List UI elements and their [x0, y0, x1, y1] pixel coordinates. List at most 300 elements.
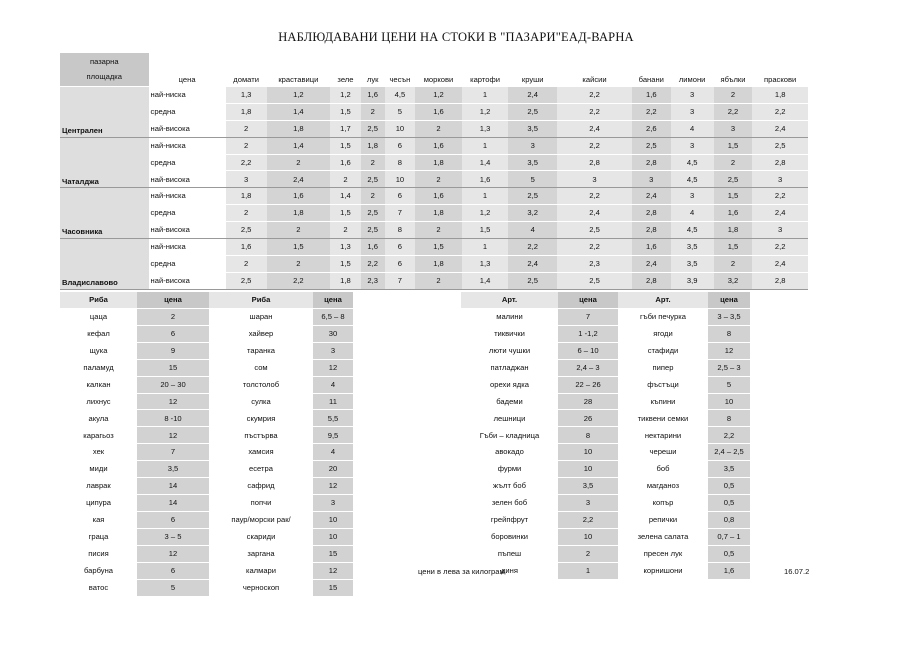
- fish-name: ватос: [60, 579, 137, 596]
- goods-price: 2,4 – 3: [558, 359, 618, 376]
- price-cell: 10: [385, 120, 416, 137]
- fish-price: 2: [137, 308, 209, 325]
- goods-price: 0,5: [708, 495, 750, 512]
- price-cell: 1,8: [752, 87, 808, 104]
- goods-row: [461, 308, 750, 325]
- fish-row: [60, 308, 353, 325]
- price-cell: 2,2: [226, 154, 267, 171]
- price-cell: 3,5: [671, 255, 714, 272]
- goods-price: 8: [558, 427, 618, 444]
- price-cell: 2,2: [557, 103, 632, 120]
- market-row: [60, 205, 808, 222]
- price-level: най-висока: [149, 171, 226, 188]
- price-cell: 1,5: [267, 239, 331, 256]
- price-cell: 3: [714, 120, 753, 137]
- report-date: 16.07.2: [784, 567, 810, 576]
- fish-name: паламуд: [60, 359, 137, 376]
- price-level: средна: [149, 154, 226, 171]
- fish-price: 10: [313, 511, 353, 528]
- price-cell: 2,5: [752, 137, 808, 154]
- price-cell: 3,9: [671, 272, 714, 289]
- price-cell: 3: [671, 87, 714, 104]
- goods-name: зелен боб: [461, 495, 558, 512]
- goods-name: репички: [618, 511, 708, 528]
- fish-name: калкан: [60, 376, 137, 393]
- fish-price: 8 -10: [137, 410, 209, 427]
- price-cell: 2,5: [361, 171, 385, 188]
- goods-price: 26: [558, 410, 618, 427]
- price-cell: 1,3: [462, 120, 509, 137]
- market-name: Чаталджа: [60, 137, 149, 188]
- goods-price: 1: [558, 562, 618, 579]
- goods-row: [461, 495, 750, 512]
- price-cell: 1,6: [415, 188, 462, 205]
- price-cell: 4,5: [671, 171, 714, 188]
- column-header: чесън: [385, 53, 416, 87]
- goods-row: [461, 410, 750, 427]
- price-cell: 4,5: [671, 222, 714, 239]
- price-cell: 3: [752, 171, 808, 188]
- price-cell: 2,2: [508, 239, 557, 256]
- price-cell: 6: [385, 239, 416, 256]
- price-cell: 1,5: [462, 222, 509, 239]
- fish-price: 6: [137, 562, 209, 579]
- price-cell: 1,3: [462, 255, 509, 272]
- price-cell: 2,8: [752, 272, 808, 289]
- goods-name: люти чушки: [461, 342, 558, 359]
- fish-name: барбуна: [60, 562, 137, 579]
- price-cell: 1,6: [462, 171, 509, 188]
- goods-name-header: Арт.: [618, 292, 708, 308]
- price-cell: 1,4: [267, 137, 331, 154]
- price-cell: 3: [508, 137, 557, 154]
- column-header: банани: [632, 53, 671, 87]
- price-cell: 2,5: [508, 188, 557, 205]
- price-cell: 2,4: [557, 120, 632, 137]
- price-cell: 2,2: [267, 272, 331, 289]
- fish-name: кефал: [60, 325, 137, 342]
- price-cell: 2,6: [632, 120, 671, 137]
- fish-name: щука: [60, 342, 137, 359]
- goods-name: патладжан: [461, 359, 558, 376]
- fish-name: пъстърва: [209, 427, 313, 444]
- fish-price: 15: [313, 579, 353, 596]
- price-cell: 1,5: [330, 137, 361, 154]
- fish-row: [60, 478, 353, 495]
- fish-price: 20: [313, 461, 353, 478]
- price-cell: 1: [462, 87, 509, 104]
- market-price-table: [60, 53, 808, 290]
- goods-price: 8: [708, 410, 750, 427]
- goods-price: 28: [558, 393, 618, 410]
- price-cell: 2: [361, 103, 385, 120]
- fish-row: [60, 359, 353, 376]
- price-cell: 2: [361, 154, 385, 171]
- price-cell: 1,6: [330, 154, 361, 171]
- price-level: най-висока: [149, 272, 226, 289]
- price-cell: 2,2: [632, 103, 671, 120]
- price-cell: 2,4: [508, 255, 557, 272]
- price-cell: 1,2: [267, 87, 331, 104]
- goods-price-header: цена: [558, 292, 618, 308]
- fish-row: [60, 444, 353, 461]
- goods-row: [461, 325, 750, 342]
- goods-name: гъби печурка: [618, 308, 708, 325]
- price-cell: 2: [226, 205, 267, 222]
- column-header: лук: [361, 53, 385, 87]
- price-cell: 1,7: [330, 120, 361, 137]
- goods-price: 12: [708, 342, 750, 359]
- price-cell: 7: [385, 272, 416, 289]
- market-row: [60, 222, 808, 239]
- price-cell: 1,3: [330, 239, 361, 256]
- fish-name: миди: [60, 461, 137, 478]
- price-cell: 1,8: [226, 188, 267, 205]
- goods-row: [461, 461, 750, 478]
- price-cell: 1,5: [714, 239, 753, 256]
- fish-name: карагьоз: [60, 427, 137, 444]
- fish-price: 11: [313, 393, 353, 410]
- goods-row: [461, 359, 750, 376]
- price-cell: 1,8: [415, 205, 462, 222]
- fish-price-table: [60, 292, 353, 597]
- price-cell: 1,4: [462, 154, 509, 171]
- price-cell: 2,5: [508, 103, 557, 120]
- price-cell: 2: [330, 171, 361, 188]
- goods-name: нектарини: [618, 427, 708, 444]
- goods-name: тиквени семки: [618, 410, 708, 427]
- price-cell: 2,4: [752, 120, 808, 137]
- fish-name: лаврак: [60, 478, 137, 495]
- fish-price: 14: [137, 495, 209, 512]
- price-cell: 1,8: [415, 154, 462, 171]
- goods-row: [461, 393, 750, 410]
- fish-price: 3: [313, 342, 353, 359]
- price-cell: 1,6: [361, 239, 385, 256]
- fish-row: [60, 410, 353, 427]
- price-cell: 2,5: [226, 222, 267, 239]
- price-cell: 6: [385, 137, 416, 154]
- fish-row: [60, 528, 353, 545]
- goods-name: пипер: [618, 359, 708, 376]
- fish-name: таранка: [209, 342, 313, 359]
- price-cell: 2,2: [752, 103, 808, 120]
- goods-price: 10: [558, 444, 618, 461]
- goods-price: 2,2: [708, 427, 750, 444]
- goods-price: 2,4 – 2,5: [708, 444, 750, 461]
- price-cell: 2,4: [508, 87, 557, 104]
- goods-price: 1,6: [708, 562, 750, 579]
- price-cell: 3,2: [714, 272, 753, 289]
- column-header: зеле: [330, 53, 361, 87]
- price-cell: 1,4: [462, 272, 509, 289]
- price-cell: 2: [330, 222, 361, 239]
- market-name: Владиславово: [60, 239, 149, 290]
- fish-name: черноскоп: [209, 579, 313, 596]
- price-cell: 1,8: [330, 272, 361, 289]
- price-cell: 1,8: [714, 222, 753, 239]
- goods-price: 10: [558, 528, 618, 545]
- price-cell: 1: [462, 137, 509, 154]
- price-cell: 3,5: [508, 154, 557, 171]
- price-cell: 2,5: [632, 137, 671, 154]
- goods-price: 6 – 10: [558, 342, 618, 359]
- area-header-line2: площадка: [86, 71, 122, 81]
- goods-name: ягоди: [618, 325, 708, 342]
- price-cell: 2,3: [557, 255, 632, 272]
- price-cell: 2,8: [632, 154, 671, 171]
- goods-price: 22 – 26: [558, 376, 618, 393]
- market-row: [60, 272, 808, 289]
- price-cell: 4,5: [671, 154, 714, 171]
- price-cell: 1,6: [267, 188, 331, 205]
- price-cell: 2,8: [632, 272, 671, 289]
- price-cell: 6: [385, 188, 416, 205]
- fish-name: сафрид: [209, 478, 313, 495]
- column-header: лимони: [671, 53, 714, 87]
- fish-price: 12: [137, 393, 209, 410]
- goods-name: къпини: [618, 393, 708, 410]
- goods-name: череши: [618, 444, 708, 461]
- fish-row: [60, 495, 353, 512]
- fish-price: 12: [137, 427, 209, 444]
- fish-name: хек: [60, 444, 137, 461]
- fish-name: калмари: [209, 562, 313, 579]
- price-cell: 1,2: [330, 87, 361, 104]
- goods-name: лешници: [461, 410, 558, 427]
- price-cell: 2: [267, 154, 331, 171]
- goods-price: 1 -1,2: [558, 325, 618, 342]
- market-row: [60, 154, 808, 171]
- goods-name: копър: [618, 495, 708, 512]
- fish-price: 5: [137, 579, 209, 596]
- fish-price: 7: [137, 444, 209, 461]
- fish-price-header: цена: [137, 292, 209, 308]
- price-cell: 2,2: [752, 188, 808, 205]
- price-cell: 3: [671, 137, 714, 154]
- fish-price: 6: [137, 511, 209, 528]
- price-cell: 1,8: [415, 255, 462, 272]
- price-level: най-ниска: [149, 137, 226, 154]
- price-cell: 1,8: [226, 103, 267, 120]
- fish-price: 5,5: [313, 410, 353, 427]
- price-cell: 2,2: [557, 188, 632, 205]
- price-cell: 2,2: [557, 137, 632, 154]
- column-header: картофи: [462, 53, 509, 87]
- market-name: Централен: [60, 87, 149, 138]
- goods-name: авокадо: [461, 444, 558, 461]
- goods-name: малини: [461, 308, 558, 325]
- price-cell: 3,2: [508, 205, 557, 222]
- price-cell: 2: [415, 272, 462, 289]
- price-cell: 2,5: [226, 272, 267, 289]
- price-level: най-ниска: [149, 188, 226, 205]
- price-level: най-висока: [149, 120, 226, 137]
- price-cell: 2,4: [267, 171, 331, 188]
- price-cell: 2,4: [752, 255, 808, 272]
- fish-price: 12: [313, 478, 353, 495]
- column-header: цена: [149, 53, 226, 87]
- goods-name: фъстъци: [618, 376, 708, 393]
- fish-price: 20 – 30: [137, 376, 209, 393]
- fish-price: 9: [137, 342, 209, 359]
- page-title: НАБЛЮДАВАНИ ЦЕНИ НА СТОКИ В "ПАЗАРИ"ЕАД-ВАРНА: [278, 30, 634, 44]
- price-cell: 2,2: [714, 103, 753, 120]
- goods-name: фурми: [461, 461, 558, 478]
- fish-row: [60, 393, 353, 410]
- price-cell: 2,2: [361, 255, 385, 272]
- price-cell: 5: [385, 103, 416, 120]
- price-cell: 3: [632, 171, 671, 188]
- fish-price: 4: [313, 376, 353, 393]
- price-cell: 2,5: [557, 222, 632, 239]
- price-cell: 1,6: [632, 239, 671, 256]
- goods-name: магданоз: [618, 478, 708, 495]
- market-row: [60, 120, 808, 137]
- column-header: моркови: [415, 53, 462, 87]
- price-cell: 3: [557, 171, 632, 188]
- goods-name-header: Арт.: [461, 292, 558, 308]
- price-cell: 3: [671, 188, 714, 205]
- fish-price: 12: [313, 359, 353, 376]
- price-cell: 2,2: [752, 239, 808, 256]
- goods-price: 3,5: [558, 478, 618, 495]
- goods-name: зелена салата: [618, 528, 708, 545]
- price-cell: 10: [385, 171, 416, 188]
- price-cell: 1,5: [330, 205, 361, 222]
- fish-name: шаран: [209, 308, 313, 325]
- fish-name: скумрия: [209, 410, 313, 427]
- fish-price: 14: [137, 478, 209, 495]
- goods-name: боб: [618, 461, 708, 478]
- fish-price-header: цена: [313, 292, 353, 308]
- price-cell: 2,5: [361, 222, 385, 239]
- fish-name: граца: [60, 528, 137, 545]
- price-cell: 2: [415, 120, 462, 137]
- fish-name: сом: [209, 359, 313, 376]
- goods-name: Гъби – кладница: [461, 427, 558, 444]
- price-cell: 1,4: [267, 103, 331, 120]
- goods-name: бадеми: [461, 393, 558, 410]
- price-cell: 2,2: [557, 239, 632, 256]
- goods-row: [461, 342, 750, 359]
- fish-row: [60, 562, 353, 579]
- goods-name: боровинки: [461, 528, 558, 545]
- price-cell: 2,5: [557, 272, 632, 289]
- fish-price: 10: [313, 528, 353, 545]
- fish-row: [60, 511, 353, 528]
- fish-name: скариди: [209, 528, 313, 545]
- goods-price: 3: [558, 495, 618, 512]
- goods-name: грейпфрут: [461, 511, 558, 528]
- fish-price: 12: [137, 545, 209, 562]
- goods-name: корнишони: [618, 562, 708, 579]
- fish-row: [60, 545, 353, 562]
- price-cell: 1,5: [330, 103, 361, 120]
- market-row: [60, 171, 808, 188]
- goods-row: [461, 376, 750, 393]
- fish-row: [60, 342, 353, 359]
- price-cell: 2: [415, 222, 462, 239]
- fish-name: есетра: [209, 461, 313, 478]
- price-cell: 1,6: [714, 205, 753, 222]
- price-cell: 2,5: [361, 120, 385, 137]
- price-cell: 4: [671, 205, 714, 222]
- price-cell: 2,5: [508, 272, 557, 289]
- fish-header-row: [60, 292, 353, 308]
- price-level: средна: [149, 255, 226, 272]
- fish-name: лихнус: [60, 393, 137, 410]
- market-row: [60, 239, 808, 256]
- price-cell: 4: [671, 120, 714, 137]
- fish-name-header: Риба: [60, 292, 137, 308]
- goods-price: 8: [708, 325, 750, 342]
- price-cell: 1: [462, 188, 509, 205]
- price-cell: 1,5: [714, 188, 753, 205]
- price-cell: 5: [508, 171, 557, 188]
- price-cell: 4,5: [385, 87, 416, 104]
- fish-price: 3: [313, 495, 353, 512]
- price-cell: 2: [415, 171, 462, 188]
- price-cell: 3,5: [508, 120, 557, 137]
- fish-row: [60, 325, 353, 342]
- price-cell: 2: [267, 255, 331, 272]
- goods-price: 2: [558, 545, 618, 562]
- goods-name: диня: [461, 562, 558, 579]
- price-cell: 1,8: [361, 137, 385, 154]
- fish-row: [60, 376, 353, 393]
- goods-price: 0,5: [708, 545, 750, 562]
- fish-row: [60, 579, 353, 596]
- market-row: [60, 103, 808, 120]
- header-row: [60, 53, 808, 87]
- fish-price: 15: [313, 545, 353, 562]
- goods-price: 0,8: [708, 511, 750, 528]
- price-cell: 2: [267, 222, 331, 239]
- units-footnote: цени в лева за килограм: [418, 567, 505, 576]
- fish-name: ципура: [60, 495, 137, 512]
- column-header: ябълки: [714, 53, 753, 87]
- column-header: кайсии: [557, 53, 632, 87]
- fish-name: акула: [60, 410, 137, 427]
- price-cell: 1,2: [462, 205, 509, 222]
- goods-name: пресен лук: [618, 545, 708, 562]
- fish-price: 30: [313, 325, 353, 342]
- price-cell: 2,4: [632, 188, 671, 205]
- price-cell: 2: [714, 255, 753, 272]
- goods-row: [461, 444, 750, 461]
- goods-price: 2,2: [558, 511, 618, 528]
- price-cell: 3: [671, 103, 714, 120]
- fish-name: кая: [60, 511, 137, 528]
- price-cell: 2,3: [361, 272, 385, 289]
- price-cell: 6: [385, 255, 416, 272]
- fish-name: толстолоб: [209, 376, 313, 393]
- fish-name: попчи: [209, 495, 313, 512]
- price-cell: 1,8: [267, 205, 331, 222]
- price-cell: 2: [714, 87, 753, 104]
- price-cell: 2,8: [632, 205, 671, 222]
- goods-price-header: цена: [708, 292, 750, 308]
- goods-price: 0,7 – 1: [708, 528, 750, 545]
- fish-price: 3,5: [137, 461, 209, 478]
- market-row: [60, 255, 808, 272]
- price-cell: 4: [508, 222, 557, 239]
- fish-price: 4: [313, 444, 353, 461]
- column-header: круши: [508, 53, 557, 87]
- price-cell: 1: [462, 239, 509, 256]
- fish-name: цаца: [60, 308, 137, 325]
